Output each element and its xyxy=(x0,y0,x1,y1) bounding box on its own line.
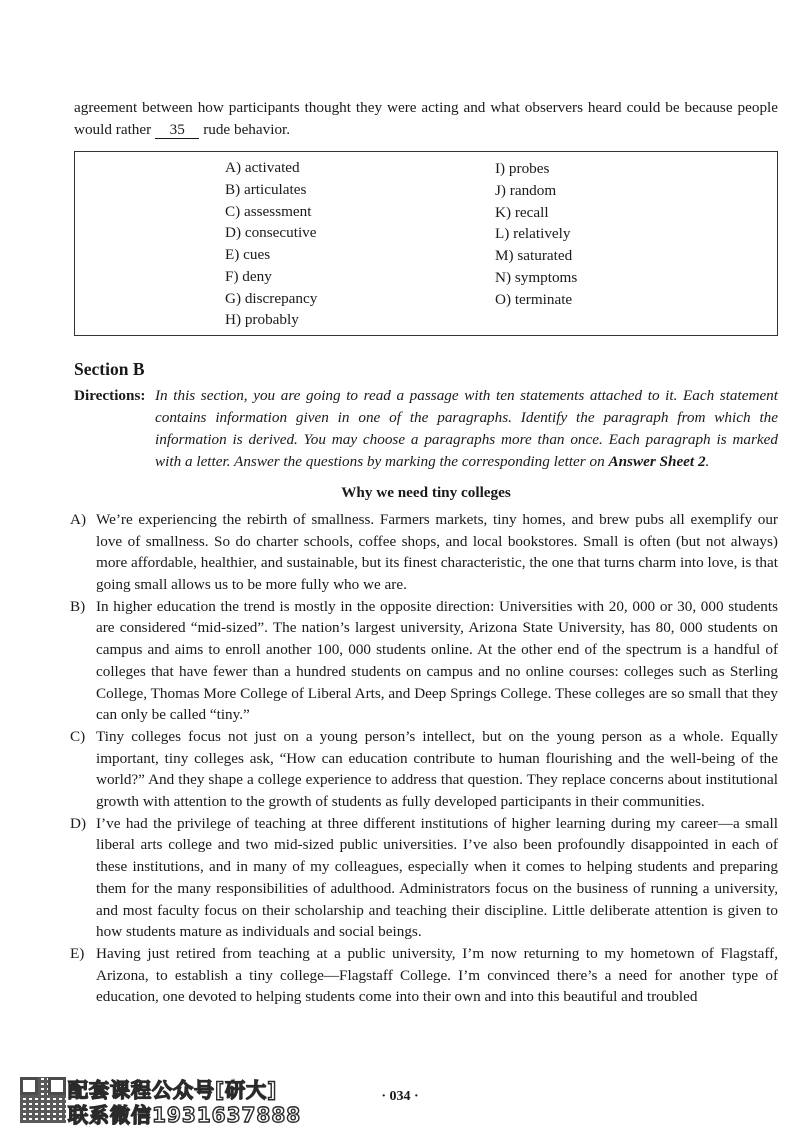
word-option: I) probes xyxy=(495,160,550,178)
watermark-line-1: 配套课程公众号[研大] xyxy=(68,1078,278,1102)
intro-text: agreement between how participants thought they were acting and what observers heard could be because people would rather xyxy=(74,99,778,138)
word-option: C) assessment xyxy=(225,202,312,220)
word-option: B) articulates xyxy=(225,181,307,199)
directions-text-block xyxy=(155,385,778,472)
word-option: O) terminate xyxy=(495,290,573,308)
paragraph-letter: A) xyxy=(70,510,87,528)
directions-end: . xyxy=(705,452,710,470)
paragraph-letter: B) xyxy=(70,597,86,615)
passage-paragraph xyxy=(70,596,778,726)
passage-title: Why we need tiny colleges xyxy=(341,484,511,502)
passage-paragraph xyxy=(70,726,778,813)
word-option: M) saturated xyxy=(495,247,573,265)
section-title: Section B xyxy=(74,359,145,380)
word-bank xyxy=(74,151,778,336)
directions-text: In this section, you are going to read a passage with ten statements attached to it. Each statement contains information given in one of the paragraphs. Identify the paragraph from which the information is derived. You may choose a paragraphs more than once. Each paragraph is marked with a letter. Answer the questions by marking the corresponding letter on xyxy=(155,387,778,470)
paragraph-text: I’ve had the privilege of teaching at three different institutions of higher learning during my career—a small liberal arts college and two mid-sized public universities. I’ve also been profoundly disappointed in each of these institutions, and in many of my colleagues, especially when it comes to helping students and preparing them for the many responsibilities of adulthood. Administrators focus on the business of running a university, and most faculty focus on their scholarship and teaching their discipline. Little deliberate attention is given to how students mature as individuals and social beings. xyxy=(96,814,778,941)
page-content xyxy=(70,97,778,1008)
paragraph-text: In higher education the trend is mostly in the opposite direction: Universities with 20, 000 or 30, 000 students are considered “mid-sized”. The nation’s largest university, Arizona State University, has 80, 000 students on campus and aims to enroll another 100, 000 students online. At the other end of the spectrum is a handful of colleges that have fewer than a hundred students on campus and no online courses: colleges such as Sterling College, Thomas More College of Liberal Arts, and Deep Springs College. These colleges are so small that they can only be called “tiny.” xyxy=(96,597,778,724)
page-number: · 034 · xyxy=(381,1089,419,1104)
passage-paragraph xyxy=(70,813,778,943)
directions xyxy=(74,385,778,472)
word-bank-left-column xyxy=(225,157,317,331)
paragraph-letter: E) xyxy=(70,944,85,962)
word-option: L) relatively xyxy=(495,225,571,243)
paragraph-letter: D) xyxy=(70,814,87,832)
word-option: G) discrepancy xyxy=(225,289,318,307)
answer-blank: 35 xyxy=(155,122,199,139)
paragraph-text: We’re experiencing the rebirth of smallness. Farmers markets, tiny homes, and brew pubs all exemplify our love of smallness. So do charter schools, coffee shops, and local bookstores. Small is often (but not always) more affordable, healthier, and sustainable, but its finest characteristic, the one that turns charm into love, is that going small allows us to be more fully who we are. xyxy=(96,510,778,594)
passage-paragraph xyxy=(70,509,778,596)
word-bank-right-column xyxy=(495,158,577,310)
word-option: E) cues xyxy=(225,246,271,264)
word-option: F) deny xyxy=(225,267,272,285)
word-option: K) recall xyxy=(495,203,549,221)
paragraph-letter: C) xyxy=(70,727,86,745)
word-option: J) random xyxy=(495,182,557,200)
paragraph-text: Tiny colleges focus not just on a young person’s intellect, but on the young person as a whole. Equally important, tiny colleges ask, “How can education contribute to human flourishing and the well-being of the world?” And they shape a college experience to address that question. They replace concerns about institutional growth with attention to the growth of students as fully developed participants in their communities. xyxy=(96,727,778,811)
paragraph-text: Having just retired from teaching at a public university, I’m now returning to my hometown of Flagstaff, Arizona, to establish a tiny college—Flagstaff College. I’m convinced there’s a need for another type of education, one devoted to helping students come into their own and into this beautiful and troubled xyxy=(96,944,778,1006)
word-option: A) activated xyxy=(225,159,300,177)
intro-text-end: rude behavior. xyxy=(203,120,291,138)
word-option: D) consecutive xyxy=(225,224,317,242)
answer-sheet-label: Answer Sheet 2 xyxy=(608,452,706,470)
word-option: H) probably xyxy=(225,311,299,329)
passage-paragraph xyxy=(70,943,778,1008)
word-option: N) symptoms xyxy=(495,268,578,286)
intro-paragraph xyxy=(74,97,778,140)
watermark-line-2: 联系微信1931637888 xyxy=(68,1103,302,1127)
directions-label: Directions: xyxy=(74,387,146,405)
